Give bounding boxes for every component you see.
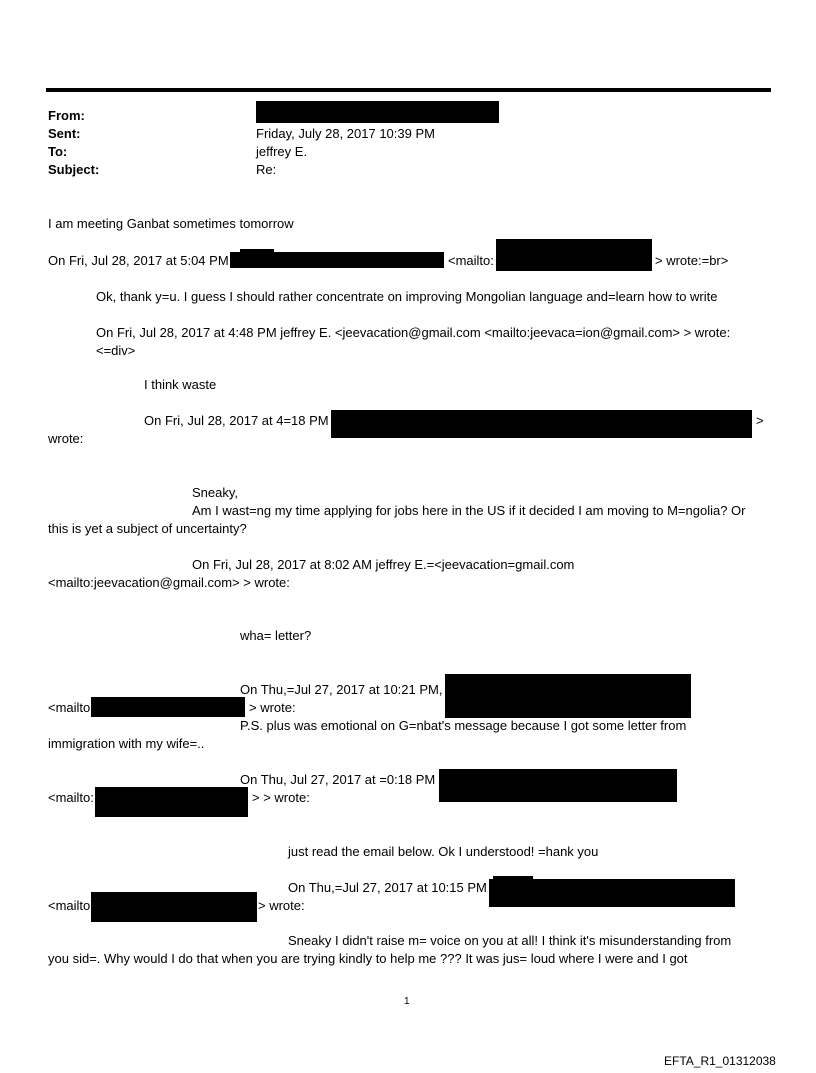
header-rule (46, 88, 771, 92)
redaction-block (331, 410, 752, 438)
redaction-block (439, 769, 677, 802)
body-line: you sid=. Why would I do that when you are trying kindly to help me ??? It was jus= loud where I were and I got (48, 951, 688, 966)
body-line: I am meeting Ganbat sometimes tomorrow (48, 216, 294, 231)
redaction-block (91, 892, 257, 922)
redaction-block (493, 876, 533, 880)
quote-header-end: > wrote: (258, 898, 305, 913)
quote-header-end: <mailto:jeevacation@gmail.com> > wrote: (48, 575, 290, 590)
quote-header: On Fri, Jul 28, 2017 at 4=18 PM (144, 413, 329, 428)
body-line: I think waste (144, 377, 217, 392)
redaction-block (489, 879, 735, 907)
quote-header: On Fri, Jul 28, 2017 at 5:04 PM (48, 253, 229, 268)
body-line: wha= letter? (240, 628, 312, 643)
body-line: <=div> (96, 343, 136, 358)
redaction-block (240, 249, 274, 253)
mailto-text: <mailto: (448, 253, 494, 268)
quote-header-end: > wrote:=br> (655, 253, 729, 268)
quote-header: On Thu,=Jul 27, 2017 at 10:21 PM, (240, 682, 443, 697)
redaction-block (445, 674, 691, 718)
redaction-block (496, 239, 652, 271)
redaction-block (230, 252, 444, 268)
body-line: Sneaky I didn't raise m= voice on you at all! I think it's misunderstanding from (288, 933, 732, 948)
subject-label: Subject: (48, 162, 100, 177)
sent-label: Sent: (48, 126, 81, 141)
redaction-block (91, 697, 245, 717)
quote-header-end: > wrote: (249, 700, 296, 715)
quote-header-end: > > wrote: (252, 790, 310, 805)
body-line: Am I wast=ng my time applying for jobs here in the US if it decided I am moving to M=ngolia? Or (192, 503, 746, 518)
mailto-text: <mailto (48, 898, 91, 913)
body-line: Ok, thank y=u. I guess I should rather concentrate on improving Mongolian language and=learn how to write (96, 289, 718, 304)
quote-header: On Fri, Jul 28, 2017 at 4:48 PM jeffrey E. <jeevacation@gmail.com <mailto:jeevaca=ion@gmail.com> > wrote: (96, 325, 731, 340)
body-line: just read the email below. Ok I understood! =hank you (288, 844, 599, 859)
quote-header: On Thu, Jul 27, 2017 at =0:18 PM (240, 772, 436, 787)
to-value: jeffrey E. (256, 144, 308, 159)
quote-header-end: > (756, 413, 764, 428)
mailto-text: <mailto: (48, 790, 94, 805)
quote-header: On Fri, Jul 28, 2017 at 8:02 AM jeffrey E.=<jeevacation=gmail.com (192, 557, 575, 572)
document-id: EFTA_R1_01312038 (664, 1054, 776, 1068)
redaction-block (95, 787, 248, 817)
quote-header-end: wrote: (48, 431, 84, 446)
to-label: To: (48, 144, 68, 159)
subject-value: Re: (256, 162, 277, 177)
body-line: this is yet a subject of uncertainty? (48, 521, 247, 536)
quote-header: On Thu,=Jul 27, 2017 at 10:15 PM (288, 880, 487, 895)
sent-value: Friday, July 28, 2017 10:39 PM (256, 126, 435, 141)
mailto-text: <mailto (48, 700, 91, 715)
page-number: 1 (404, 996, 410, 1007)
redaction-from (256, 101, 499, 123)
from-label: From: (48, 108, 85, 123)
body-line: immigration with my wife=.. (48, 736, 205, 751)
body-line: Sneaky, (192, 485, 239, 500)
body-line: P.S. plus was emotional on G=nbat's message because I got some letter from (240, 718, 687, 733)
